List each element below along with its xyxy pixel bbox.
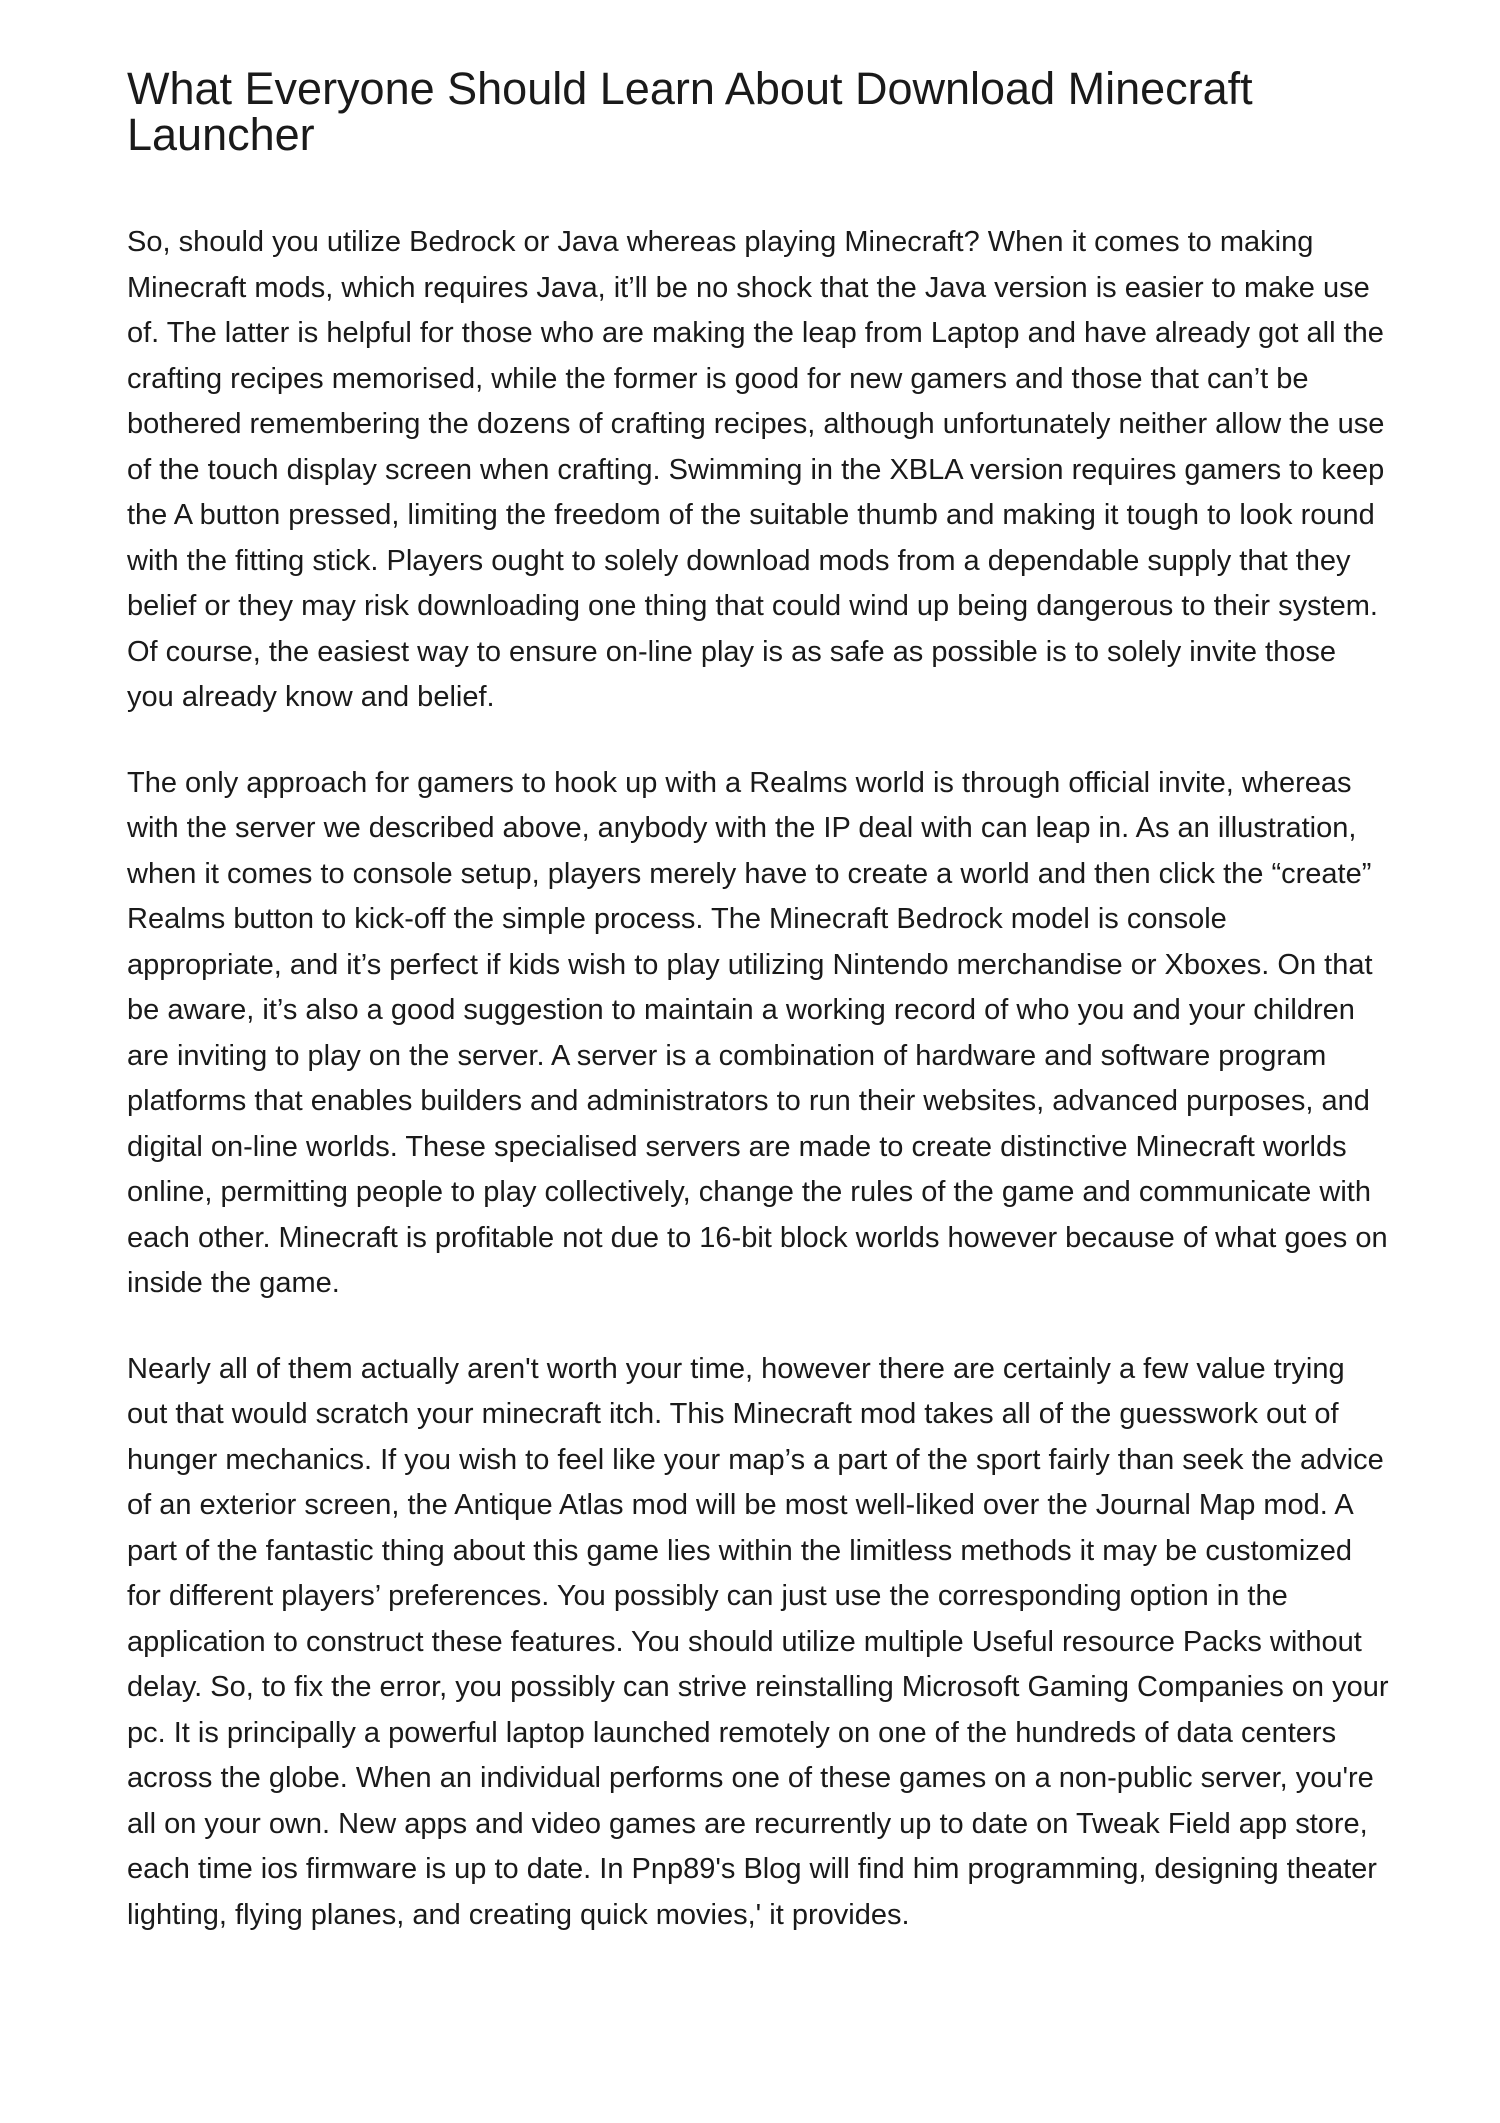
document-page <box>127 63 1389 1978</box>
paragraph-3: Nearly all of them actually aren't worth your time, however there are certainly a few value trying out that would scratch your minecraft itch. This Minecraft mod takes all of the guesswork out of hunger mechanics. If you wish to feel like your map’s a part of the sport fairly than seek the advice of an exterior screen, the Antique Atlas mod will be most well-liked over the Journal Map mod. A part of the fantastic thing about this game lies within the limitless methods it may be customized for different players’ preferences. You possibly can just use the corresponding option in the application to construct these features. You should utilize multiple Useful resource Packs without delay. So, to fix the error, you possibly can strive reinstalling Microsoft Gaming Companies on your pc. It is principally a powerful laptop launched remotely on one of the hundreds of data centers across the globe. When an individual performs one of these games on a non-public server, you're all on your own. New apps and video games are recurrently up to date on Tweak Field app store, each time ios firmware is up to date. In Pnp89's Blog will find him programming, designing theater lighting, flying planes, and creating quick movies,' it provides. <box>127 1352 1389 1931</box>
paragraph-1: So, should you utilize Bedrock or Java whereas playing Minecraft? When it comes to making Minecraft mods, which requires Java, it’ll be no shock that the Java version is easier to make use of. The latter is helpful for those who are making the leap from Laptop and have already got all the crafting recipes memorised, while the former is good for new gamers and those that can’t be bothered remembering the dozens of crafting recipes, although unfortunately neither allow the use of the touch display screen when crafting. Swimming in the XBLA version requires gamers to keep the A button pressed, limiting the freedom of the suitable thumb and making it tough to look round with the fitting stick. Players ought to solely download mods from a dependable supply that they belief or they may risk downloading one thing that could wind up being dangerous to their system. Of course, the easiest way to ensure on-line play is as safe as possible is to solely invite those you already know and belief. <box>127 226 1385 713</box>
document-title: What Everyone Should Learn About Download Minecraft Launcher <box>127 63 1253 160</box>
document-body <box>127 220 1389 1938</box>
paragraph-2: The only approach for gamers to hook up with a Realms world is through official invite, whereas with the server we described above, anybody with the IP deal with can leap in. As an illustration, when it comes to console setup, players merely have to create a world and then click the “create” Realms button to kick-off the simple process. The Minecraft Bedrock model is console appropriate, and it’s perfect if kids wish to play utilizing Nintendo merchandise or Xboxes. On that be aware, it’s also a good suggestion to maintain a working record of who you and your children are inviting to play on the server. A server is a combination of hardware and software program platforms that enables builders and administrators to run their websites, advanced purposes, and digital on-line worlds. These specialised servers are made to create distinctive Minecraft worlds online, permitting people to play collectively, change the rules of the game and communicate with each other. Minecraft is profitable not due to 16-bit block worlds however because of what goes on inside the game. <box>127 766 1388 1299</box>
